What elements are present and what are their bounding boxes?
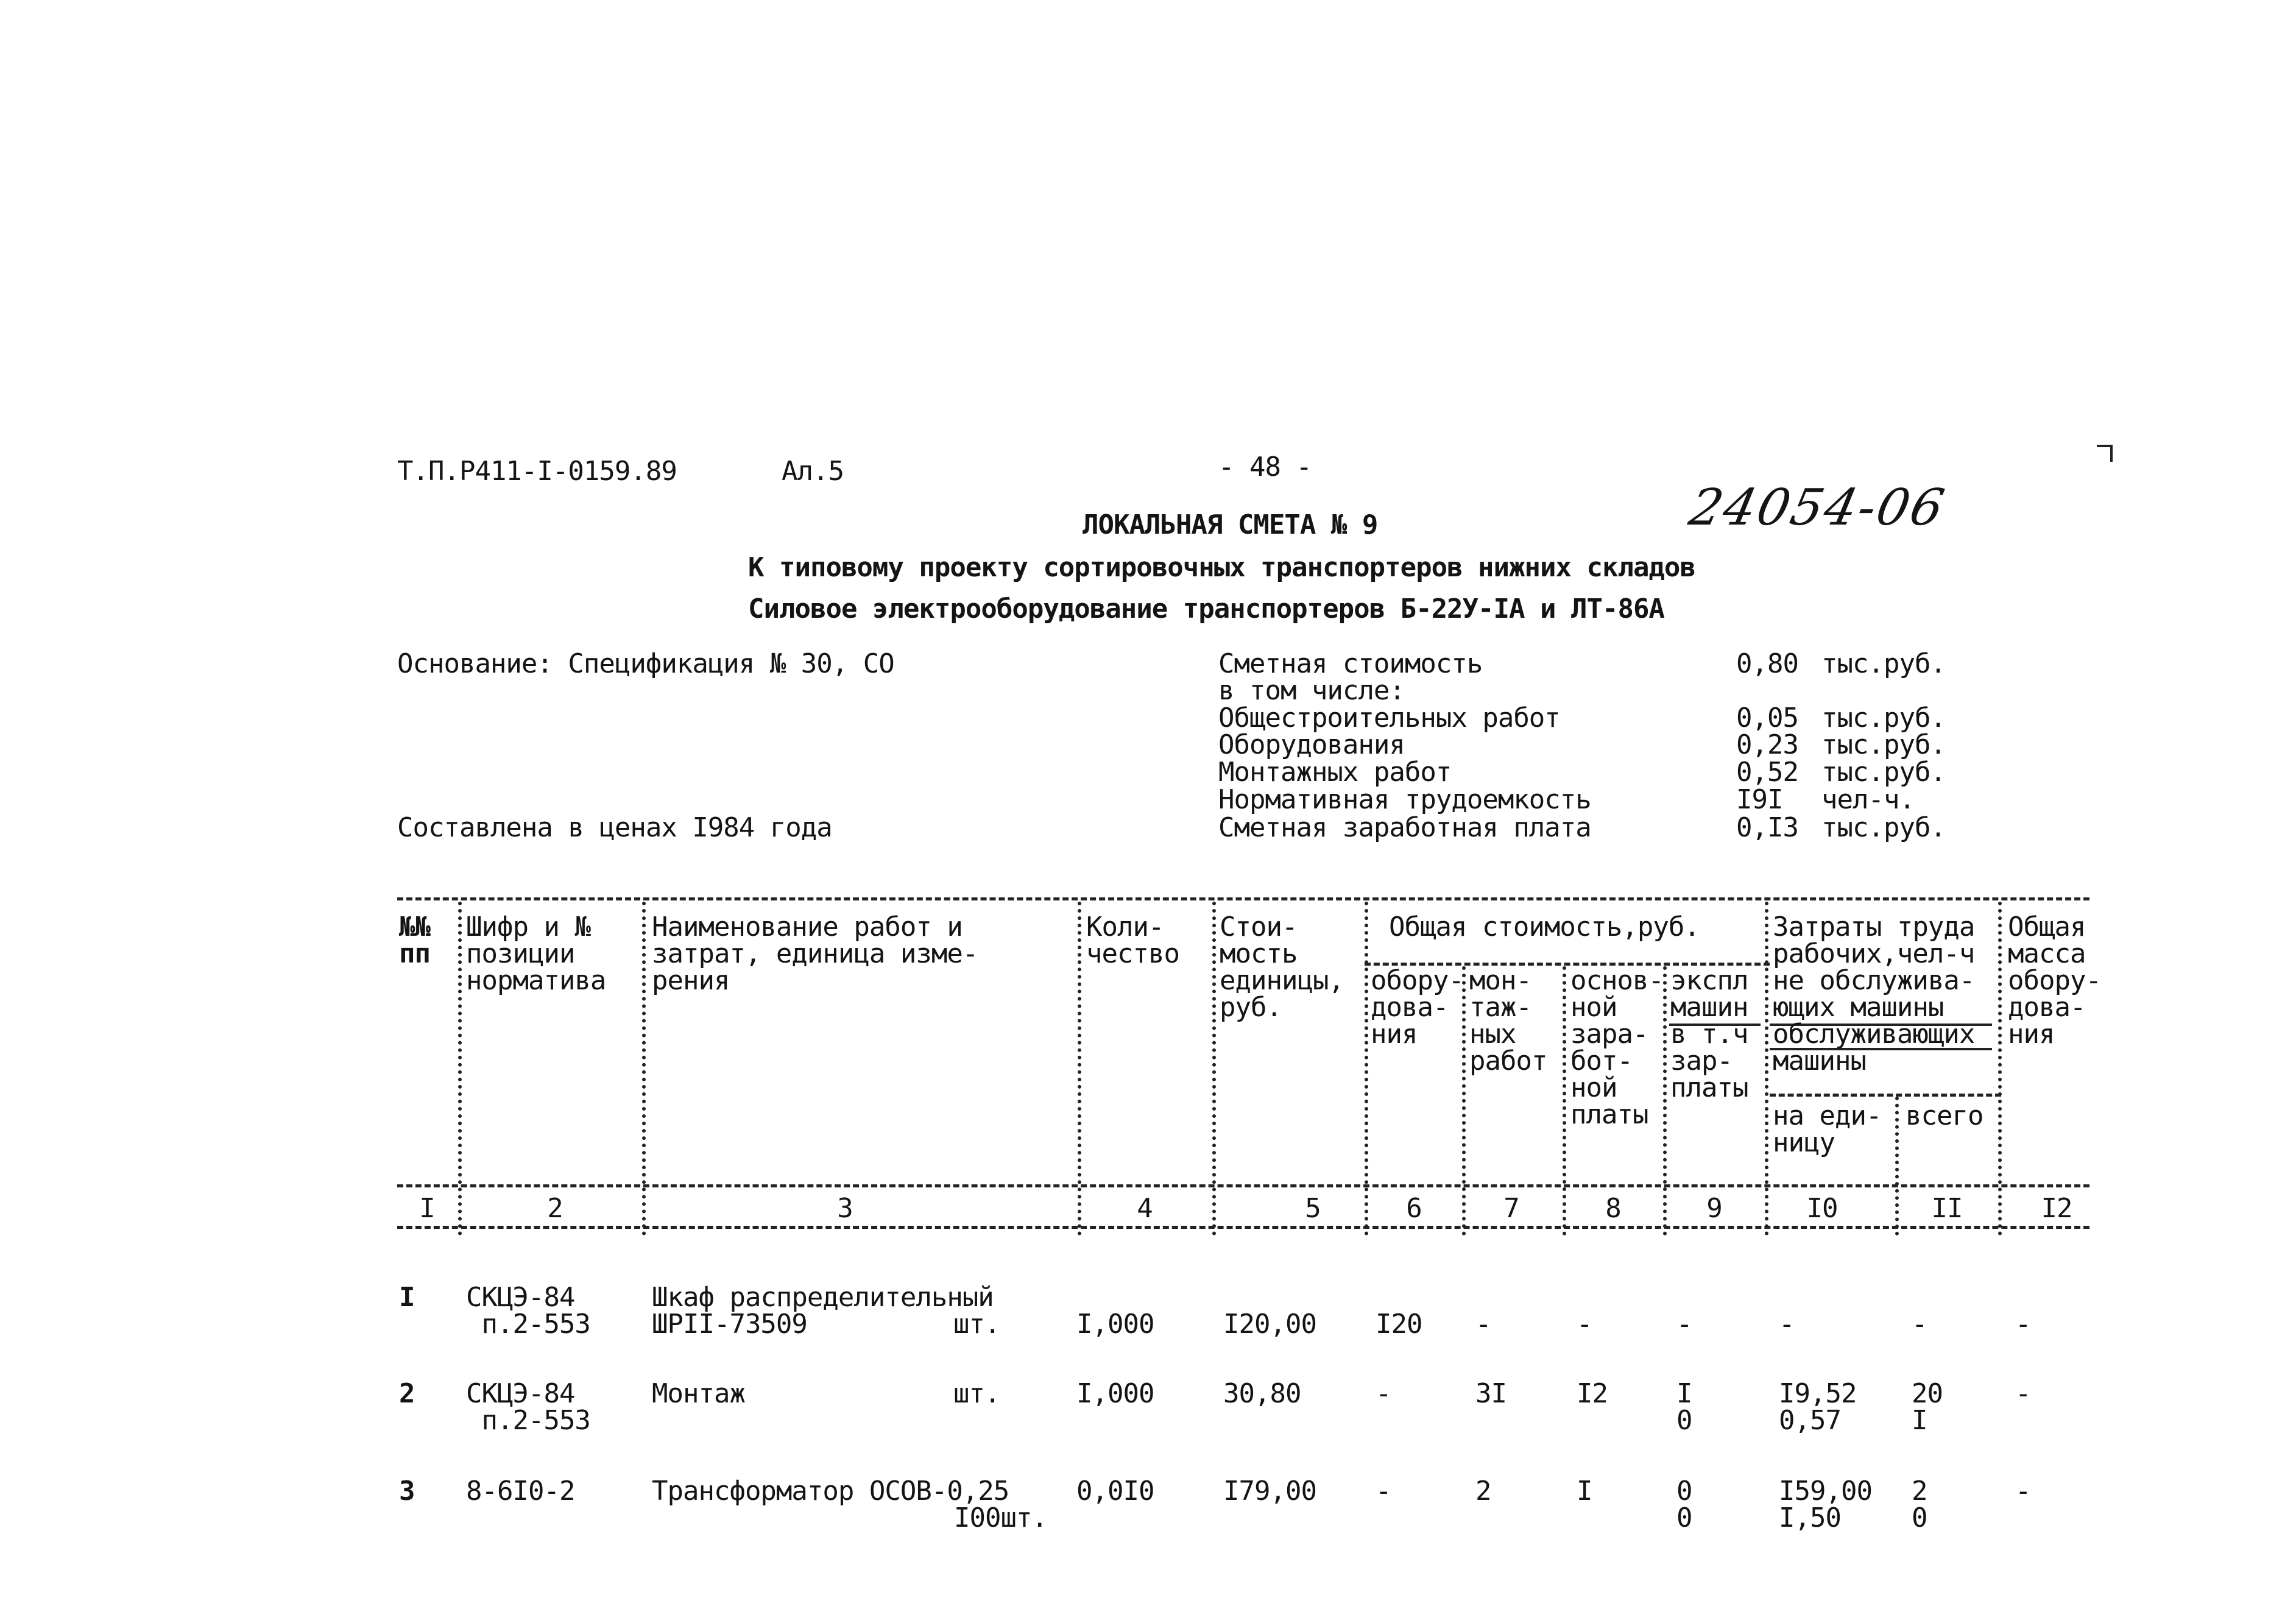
row-unit: шт. bbox=[953, 1378, 1000, 1409]
row-code: СКЦЭ-84 п.2-553 bbox=[466, 1282, 590, 1340]
summary-value: 0,23 bbox=[1736, 729, 1798, 760]
row-labor-total: 2 0 bbox=[1912, 1476, 1927, 1533]
summary-label: Общестроительных работ bbox=[1218, 702, 1560, 734]
header-bottom-rule bbox=[397, 1184, 2089, 1187]
column-number: 2 bbox=[547, 1193, 563, 1224]
header-unit-cost: Стои- мость единицы, руб. bbox=[1220, 911, 1344, 1023]
row-mass: - bbox=[2015, 1476, 2031, 1507]
row-machines: 0 0 bbox=[1676, 1476, 1692, 1533]
column-number: I0 bbox=[1806, 1193, 1838, 1224]
header-machine-ops: экспл bbox=[1670, 965, 1748, 996]
row-labor-unit: I9,52 0,57 bbox=[1779, 1378, 1857, 1436]
row-machines: - bbox=[1676, 1309, 1692, 1340]
row-code: 8-6I0-2 bbox=[466, 1476, 575, 1507]
header-per-unit: на еди- ницу bbox=[1773, 1100, 1882, 1158]
summary-unit: тыс.руб. bbox=[1821, 729, 1946, 760]
summary-value: 0,05 bbox=[1736, 702, 1798, 734]
column-number: I bbox=[419, 1193, 435, 1224]
row-labor-unit: I59,00 I,50 bbox=[1779, 1476, 1872, 1533]
row-mass: - bbox=[2015, 1378, 2031, 1409]
column-number: 8 bbox=[1605, 1193, 1621, 1224]
summary-value: 0,52 bbox=[1736, 757, 1798, 788]
row-quantity: 0,0I0 bbox=[1076, 1476, 1154, 1507]
row-mass: - bbox=[2015, 1309, 2031, 1340]
header-labor-group: Затраты труда рабочих,чел-ч не обслужива- bbox=[1773, 911, 1975, 996]
header-total-cost-group: Общая стоимость,руб. bbox=[1389, 911, 1700, 942]
col-divider bbox=[1212, 902, 1216, 1236]
header-code: Шифр и № позиции норматива bbox=[466, 911, 606, 996]
column-numbers-rule bbox=[397, 1226, 2089, 1229]
summary-value: I9I bbox=[1736, 784, 1783, 815]
row-unit: шт. bbox=[953, 1309, 1000, 1340]
header-mass: Общая масса обору- дова- ния bbox=[2008, 911, 2101, 1050]
summary-label: Сметная стоимость bbox=[1218, 648, 1483, 679]
doc-subtitle-project: К типовому проекту сортировочных транспортеров нижних складов bbox=[748, 552, 1695, 583]
summary-value: 0,80 bbox=[1736, 648, 1798, 679]
col-divider bbox=[1998, 902, 2002, 1236]
column-number: 7 bbox=[1503, 1193, 1519, 1224]
row-unit-cost: 30,80 bbox=[1223, 1378, 1301, 1409]
corner-mark-icon bbox=[2097, 445, 2113, 462]
prices-year: Составлена в ценах I984 года bbox=[397, 812, 832, 843]
header-installation: мон- таж- ных работ bbox=[1469, 965, 1547, 1077]
table-top-rule bbox=[397, 897, 2089, 900]
row-code: СКЦЭ-84 п.2-553 bbox=[466, 1378, 590, 1436]
row-installation: 2 bbox=[1475, 1476, 1491, 1507]
summary-unit: тыс.руб. bbox=[1821, 702, 1946, 734]
summary-unit: тыс.руб. bbox=[1821, 812, 1946, 843]
header-quantity: Коли- чество bbox=[1086, 911, 1179, 969]
row-wages: - bbox=[1577, 1309, 1592, 1340]
column-number: II bbox=[1931, 1193, 1963, 1224]
column-number: 9 bbox=[1706, 1193, 1722, 1224]
row-unit-cost: I20,00 bbox=[1223, 1309, 1316, 1340]
header-equipment: обору- дова- ния bbox=[1371, 965, 1464, 1050]
header-machines: машин bbox=[1670, 992, 1748, 1023]
row-name: Монтаж bbox=[652, 1378, 745, 1409]
col-divider bbox=[1365, 902, 1368, 1236]
col-divider bbox=[642, 902, 646, 1236]
project-code: Т.П.Р411-I-0159.89 bbox=[397, 456, 677, 487]
header-total: всего bbox=[1906, 1100, 1983, 1131]
summary-unit: тыс.руб. bbox=[1821, 757, 1946, 788]
header-incl-wages: в т.ч зар- платы bbox=[1670, 1019, 1748, 1103]
row-number: 3 bbox=[399, 1476, 415, 1507]
doc-subtitle-equipment: Силовое электрооборудование транспортеров Б-22У-IА и ЛТ-86А bbox=[748, 593, 1664, 624]
row-wages: I2 bbox=[1577, 1378, 1608, 1409]
row-quantity: I,000 bbox=[1076, 1309, 1154, 1340]
labor-group-rule bbox=[1770, 1094, 2001, 1097]
summary-label: в том числе: bbox=[1218, 675, 1405, 706]
basis-text: Основание: Спецификация № 30, СО bbox=[397, 648, 894, 679]
summary-label: Сметная заработная плата bbox=[1218, 812, 1591, 843]
row-labor-unit: - bbox=[1779, 1309, 1795, 1340]
row-labor-total: 20 I bbox=[1912, 1378, 1943, 1436]
summary-unit: чел-ч. bbox=[1821, 784, 1915, 815]
col-divider bbox=[1563, 966, 1566, 1236]
row-number: I bbox=[399, 1282, 415, 1313]
header-base-wages: основ- ной зара- бот- ной платы bbox=[1570, 965, 1664, 1130]
column-number: 6 bbox=[1406, 1193, 1422, 1224]
row-unit-cost: I79,00 bbox=[1223, 1476, 1316, 1507]
column-number: I2 bbox=[2041, 1193, 2072, 1224]
handwritten-number: 24054-06 bbox=[1684, 479, 1951, 537]
row-labor-total: - bbox=[1912, 1309, 1927, 1340]
col-divider bbox=[1765, 902, 1768, 1236]
summary-value: 0,I3 bbox=[1736, 812, 1798, 843]
summary-label: Монтажных работ bbox=[1218, 757, 1452, 788]
row-machines: I 0 bbox=[1676, 1378, 1692, 1436]
row-equipment: - bbox=[1376, 1476, 1391, 1507]
header-labor-service: обслуживающих bbox=[1773, 1019, 1975, 1050]
row-installation: 3I bbox=[1475, 1378, 1507, 1409]
column-number: 4 bbox=[1137, 1193, 1153, 1224]
row-installation: - bbox=[1475, 1309, 1491, 1340]
row-unit: I00шт. bbox=[954, 1502, 1047, 1533]
page-number: - 48 - bbox=[1218, 451, 1312, 483]
row-wages: I bbox=[1577, 1476, 1592, 1507]
column-number: 5 bbox=[1305, 1193, 1321, 1224]
col-divider bbox=[1078, 902, 1081, 1236]
summary-label: Оборудования bbox=[1218, 729, 1405, 760]
header-labor-machines: машины bbox=[1773, 1045, 1866, 1077]
row-number: 2 bbox=[399, 1378, 415, 1409]
header-labor-nonservice: ющих машины bbox=[1773, 992, 1944, 1023]
summary-unit: тыс.руб. bbox=[1821, 648, 1946, 679]
row-equipment: I20 bbox=[1376, 1309, 1422, 1340]
column-number: 3 bbox=[837, 1193, 853, 1224]
sheet-number: Ал.5 bbox=[782, 456, 844, 487]
row-name: Шкаф распределительный ШРII-73509 bbox=[652, 1282, 994, 1340]
doc-title: ЛОКАЛЬНАЯ СМЕТА № 9 bbox=[1083, 509, 1378, 540]
row-equipment: - bbox=[1376, 1378, 1391, 1409]
header-name: Наименование работ и затрат, единица изме- рения bbox=[652, 911, 978, 996]
header-number: №№ пп bbox=[399, 911, 430, 969]
col-divider bbox=[458, 902, 462, 1236]
summary-label: Нормативная трудоемкость bbox=[1218, 784, 1591, 815]
row-quantity: I,000 bbox=[1076, 1378, 1154, 1409]
row-name: Трансформатор ОСОВ-0,25 bbox=[652, 1476, 1009, 1507]
col-divider bbox=[1895, 1097, 1899, 1236]
